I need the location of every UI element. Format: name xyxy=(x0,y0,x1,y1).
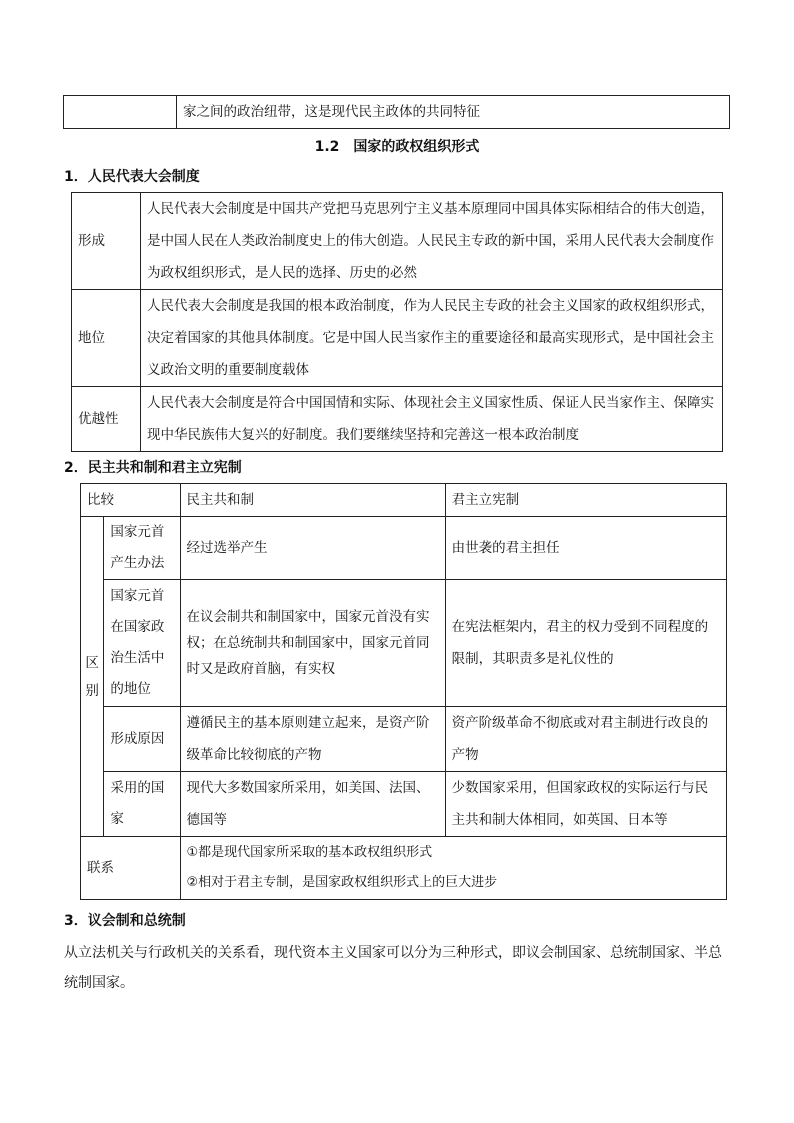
header-col1: 民主共和制 xyxy=(180,484,445,517)
row-label: 国家元首产生办法 xyxy=(104,517,180,580)
table-row xyxy=(72,290,723,387)
table-row xyxy=(64,96,730,129)
header-col2: 君主立宪制 xyxy=(445,484,726,517)
cell-col2: 由世袭的君主担任 xyxy=(445,517,726,580)
table-row xyxy=(81,707,727,772)
table-header-row xyxy=(81,484,727,517)
cell-col2: 在宪法框架内，君主的权力受到不同程度的限制，其职责多是礼仪性的 xyxy=(445,580,726,707)
section-3-heading: 3．议会制和总统制 xyxy=(64,913,186,929)
link-item: ②相对于君主专制，是国家政权组织形式上的巨大进步 xyxy=(186,875,498,890)
table-row xyxy=(72,193,723,290)
link-label: 联系 xyxy=(81,837,181,900)
table-row xyxy=(81,772,727,837)
table-row xyxy=(81,580,727,707)
row-label: 形成 xyxy=(72,193,141,290)
row-text: 人民代表大会制度是中国共产党把马克思列宁主义基本原理同中国具体实际相结合的伟大创造，是中国人民在人类政治制度史上的伟大创造。人民民主专政的新中国，采用人民代表大会制度作为政权组织形式，是人民的选择、历史的必然 xyxy=(141,193,723,290)
cell-col1: 现代大多数国家所采用，如美国、法国、德国等 xyxy=(180,772,445,837)
cell-col2: 资产阶级革命不彻底或对君主制进行改良的产物 xyxy=(445,707,726,772)
row-label: 形成原因 xyxy=(104,707,180,772)
group-label xyxy=(81,517,104,837)
section-1-heading: 1．人民代表大会制度 xyxy=(64,169,200,185)
cell-col1: 经过选举产生 xyxy=(180,517,445,580)
table-cell: 家之间的政治纽带，这是现代民主政体的共同特征 xyxy=(177,96,730,129)
link-item: ①都是现代国家所采取的基本政权组织形式 xyxy=(186,845,433,860)
row-text: 人民代表大会制度是符合中国国情和实际、体现社会主义国家性质、保证人民当家作主、保障实现中华民族伟大复兴的好制度。我们要继续坚持和完善这一根本政治制度 xyxy=(141,387,723,452)
cell-col1: 在议会制共和制国家中，国家元首没有实权；在总统制共和制国家中，国家元首同时又是政府首脑，有实权 xyxy=(180,580,445,707)
table-row xyxy=(81,517,727,580)
npc-table xyxy=(71,192,723,452)
cell-col2: 少数国家采用，但国家政权的实际运行与民主共和制大体相同，如英国、日本等 xyxy=(445,772,726,837)
cell-col1: 遵循民主的基本原则建立起来，是资产阶级革命比较彻底的产物 xyxy=(180,707,445,772)
comparison-table xyxy=(80,483,727,900)
table-row xyxy=(81,837,727,900)
empty-cell xyxy=(64,96,177,129)
row-label: 采用的国家 xyxy=(104,772,180,837)
row-label: 地位 xyxy=(72,290,141,387)
row-label: 优越性 xyxy=(72,387,141,452)
row-label: 国家元首在国家政治生活中的地位 xyxy=(104,580,180,707)
header-compare: 比较 xyxy=(81,484,181,517)
table-row xyxy=(72,387,723,452)
link-cell xyxy=(180,837,726,900)
row-text: 人民代表大会制度是我国的根本政治制度，作为人民民主专政的社会主义国家的政权组织形式，决定着国家的其他具体制度。它是中国人民当家作主的重要途径和最高实现形式，是中国社会主义政治文明的重要制度载体 xyxy=(141,290,723,387)
section-title: 1.2 国家的政权组织形式 xyxy=(314,139,480,155)
section-3-paragraph: 从立法机关与行政机关的关系看，现代资本主义国家可以分为三种形式，即议会制国家、总统制国家、半总统制国家。 xyxy=(64,945,722,991)
top-table xyxy=(63,95,730,129)
section-2-heading: 2．民主共和制和君主立宪制 xyxy=(64,460,242,476)
group-label-text: 区别 xyxy=(85,654,99,699)
